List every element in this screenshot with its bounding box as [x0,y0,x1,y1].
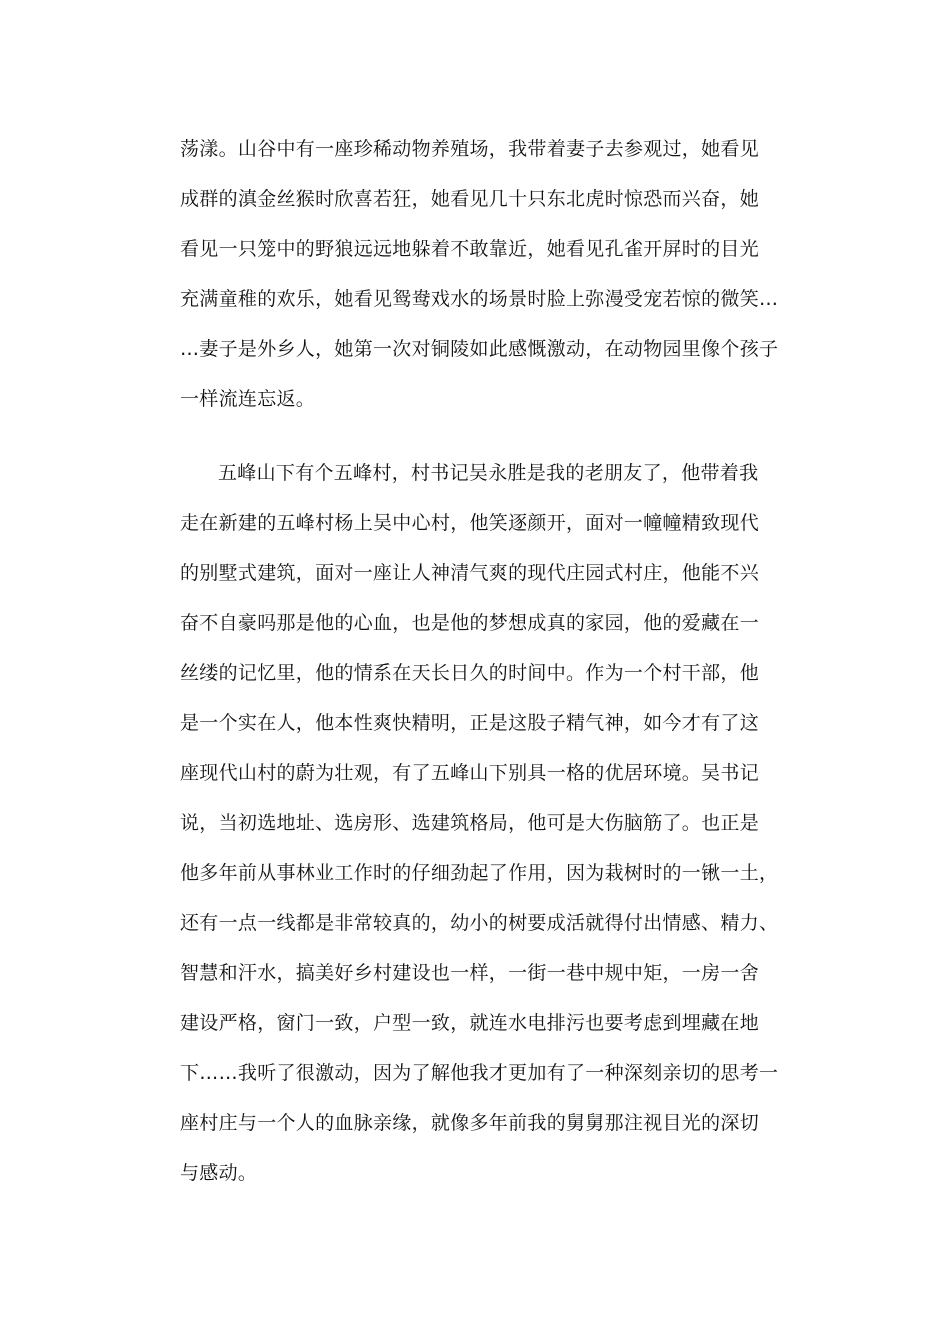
text-line: 奋不自豪吗那是他的心血，也是他的梦想成真的家园，他的爱藏在一 [180,612,760,634]
text-line: 一样流连忘返。 [180,388,316,410]
text-line: 的别墅式建筑，面对一座让人神清气爽的现代庄园式村庄，他能不兴 [180,562,760,584]
text-line: 智慧和汗水，搞美好乡村建设也一样，一街一巷中规中矩，一房一舍 [180,962,760,984]
paragraph-2 [180,448,780,1198]
text-line: 他多年前从事林业工作时的仔细劲起了作用，因为栽树时的一锹一土， [180,862,779,884]
text-line: 还有一点一线都是非常较真的，幼小的树要成活就得付出情感、精力、 [180,912,779,934]
text-line: 是一个实在人，他本性爽快精明，正是这股子精气神，如今才有了这 [180,712,760,734]
text-line: 丝缕的记忆里，他的情系在天长日久的时间中。作为一个村干部，他 [180,662,760,684]
text-line: 充满童稚的欢乐，她看见鸳鸯戏水的场景时脸上弥漫受宠若惊的微笑… [180,288,779,310]
paragraph-1 [180,124,780,424]
text-line: 座村庄与一个人的血脉亲缘，就像多年前我的舅舅那注视目光的深切 [180,1112,760,1134]
text-line: 成群的滇金丝猴时欣喜若狂，她看见几十只东北虎时惊恐而兴奋，她 [180,188,760,210]
text-line: 荡漾。山谷中有一座珍稀动物养殖场，我带着妻子去参观过，她看见 [180,138,760,160]
text-line: 说，当初选地址、选房形、选建筑格局，他可是大伤脑筋了。也正是 [180,812,760,834]
text-line: 与感动。 [180,1162,258,1184]
text-line: 看见一只笼中的野狼远远地躲着不敢靠近，她看见孔雀开屏时的目光 [180,238,760,260]
text-line: 走在新建的五峰村杨上吴中心村，他笑逐颜开，面对一幢幢精致现代 [180,512,760,534]
text-line: …妻子是外乡人，她第一次对铜陵如此感慨激动，在动物园里像个孩子 [180,338,779,360]
text-line-indented: 五峰山下有个五峰村，村书记吴永胜是我的老朋友了，他带着我 [218,462,759,484]
text-line: 下……我听了很激动，因为了解他我才更加有了一种深刻亲切的思考一 [180,1062,779,1084]
text-line: 座现代山村的蔚为壮观，有了五峰山下别具一格的优居环境。吴书记 [180,762,760,784]
text-line: 建设严格，窗门一致，户型一致，就连水电排污也要考虑到埋藏在地 [180,1012,760,1034]
